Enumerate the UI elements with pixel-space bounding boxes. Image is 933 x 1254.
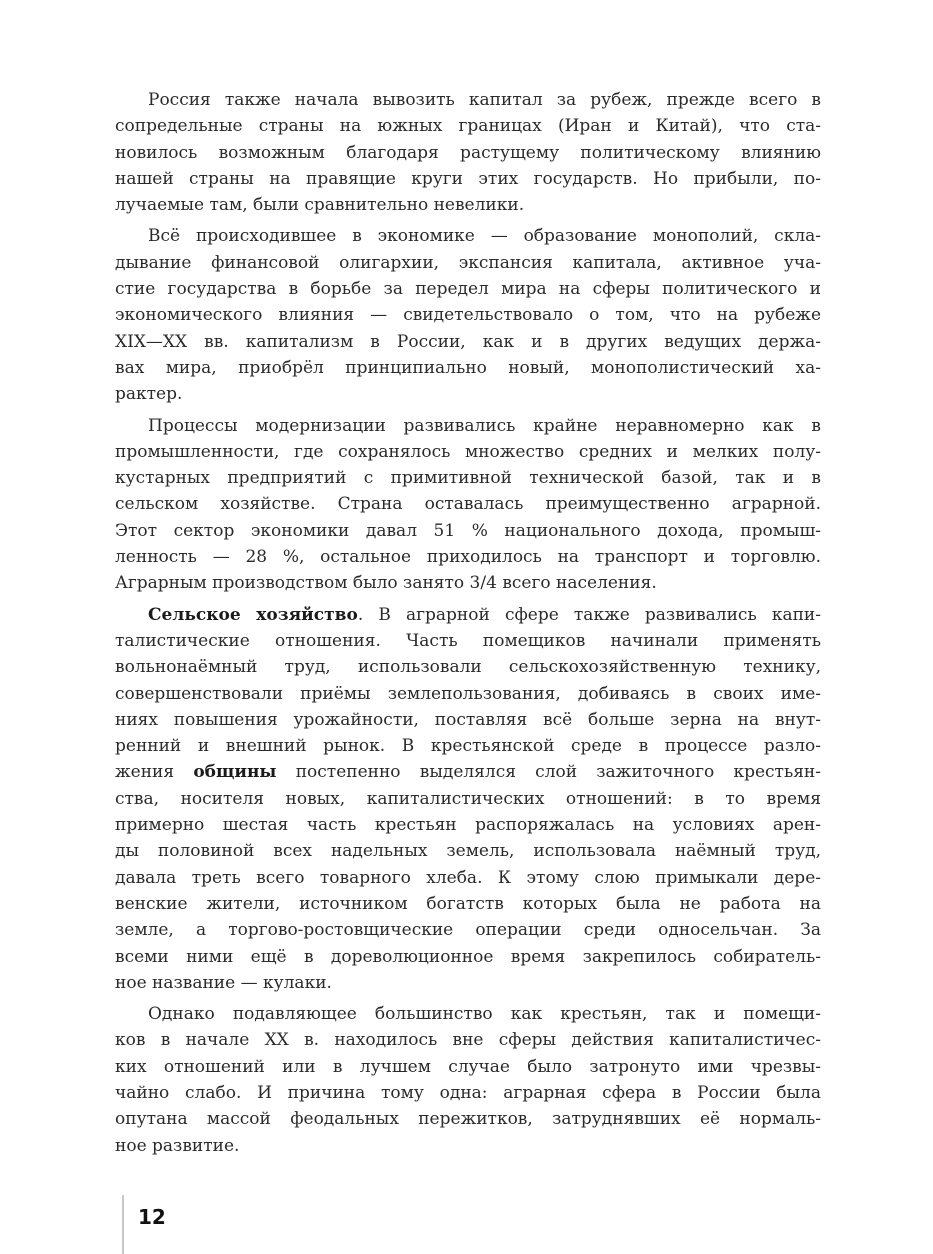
text-line: промышленности, где сохранялось множество средних и мелких полу- <box>115 441 821 462</box>
text-line: Этот сектор экономики давал 51 % национального дохода, промыш- <box>115 520 821 541</box>
text-line: венские жители, источником богатств которых была не работа на <box>115 893 821 914</box>
page-number: 12 <box>138 1205 166 1229</box>
text-segment: . В аграрной сфере также развивались капи- <box>357 604 821 625</box>
text-line: XIX—XX вв. капитализм в России, как и в других ведущих держа- <box>115 331 821 352</box>
text-line: Однако подавляющее большинство как крестьян, так и помещи- <box>148 1004 821 1025</box>
paragraph <box>115 413 821 597</box>
text-line: кустарных предприятий с примитивной технической базой, так и в <box>115 468 821 489</box>
text-line <box>115 759 821 785</box>
margin-rule <box>122 1195 124 1254</box>
text-line: примерно шестая часть крестьян распоряжалась на условиях арен- <box>115 815 821 836</box>
text-line: ниях повышения урожайности, поставляя всё больше зерна на внут- <box>115 709 821 730</box>
text-line: ленность — 28 %, остальное приходилось на транспорт и торговлю. <box>115 547 821 568</box>
text-line: Россия также начала вывозить капитал за рубеж, прежде всего в <box>148 90 821 110</box>
bold-term: Сельское хозяйство <box>148 604 358 625</box>
text-line: ное название — кулаки. <box>115 972 332 993</box>
page-body <box>115 87 821 1164</box>
text-line: ков в начале XX в. находилось вне сферы действия капиталистичес- <box>115 1030 821 1051</box>
text-line: ства, носителя новых, капиталистических отношений: в то время <box>115 788 821 809</box>
paragraph <box>115 1001 821 1159</box>
text-line: талистические отношения. Часть помещиков начинали применять <box>115 630 821 651</box>
bold-term: общины <box>193 762 277 783</box>
text-line: рактер. <box>115 384 183 405</box>
text-line: давала треть всего товарного хлеба. К этому слою примыкали дере- <box>115 867 821 888</box>
text-line: дывание финансовой олигархии, экспансия капитала, активное уча- <box>115 252 821 273</box>
text-line: стие государства в борьбе за передел мира на сферы политического и <box>115 279 821 300</box>
text-line: новилось возможным благодаря растущему политическому влиянию <box>115 142 821 163</box>
text-line: Процессы модернизации развивались крайне неравномерно как в <box>148 415 821 436</box>
paragraph <box>115 602 821 996</box>
text-line: экономического влияния — свидетельствовало о том, что на рубеже <box>115 305 821 326</box>
text-line: земле, а торгово-ростовщические операции среди односельчан. За <box>115 920 821 941</box>
text-line: сопредельные страны на южных границах (Иран и Китай), что ста- <box>115 116 821 137</box>
text-line: совершенствовали приёмы землепользования, добиваясь в своих име- <box>115 683 821 704</box>
text-line: Всё происходившее в экономике — образование монополий, скла- <box>148 226 821 247</box>
text-line: сельском хозяйстве. Страна оставалась преимущественно аграрной. <box>115 494 821 515</box>
text-line: всеми ними ещё в дореволюционное время закрепилось собиратель- <box>115 946 821 967</box>
text-line: вольнонаёмный труд, использовали сельскохозяйственную технику, <box>115 657 821 678</box>
paragraph <box>115 87 821 218</box>
text-segment: жения <box>115 762 194 783</box>
text-line: нашей страны на правящие круги этих государств. Но прибыли, по- <box>115 168 821 189</box>
text-line: ды половиной всех надельных земель, использовала наёмный труд, <box>115 841 821 862</box>
text-line: Аграрным производством было занято 3/4 всего населения. <box>115 573 657 594</box>
text-line: ное развитие. <box>115 1135 240 1156</box>
text-segment: постепенно выделялся слой зажиточного крестьян- <box>276 762 821 783</box>
text-line: опутана массой феодальных пережитков, затруднявших её нормаль- <box>115 1109 821 1130</box>
text-line: лучаемые там, были сравнительно невелики. <box>115 195 525 216</box>
text-line: ренний и внешний рынок. В крестьянской среде в процессе разло- <box>115 736 821 757</box>
paragraph <box>115 223 821 407</box>
text-line: ких отношений или в лучшем случае было затронуто ими чрезвы- <box>115 1056 821 1077</box>
text-line <box>115 602 821 628</box>
text-line: вах мира, приобрёл принципиально новый, монополистический ха- <box>115 357 821 378</box>
text-line: чайно слабо. И причина тому одна: аграрная сфера в России была <box>115 1082 821 1103</box>
